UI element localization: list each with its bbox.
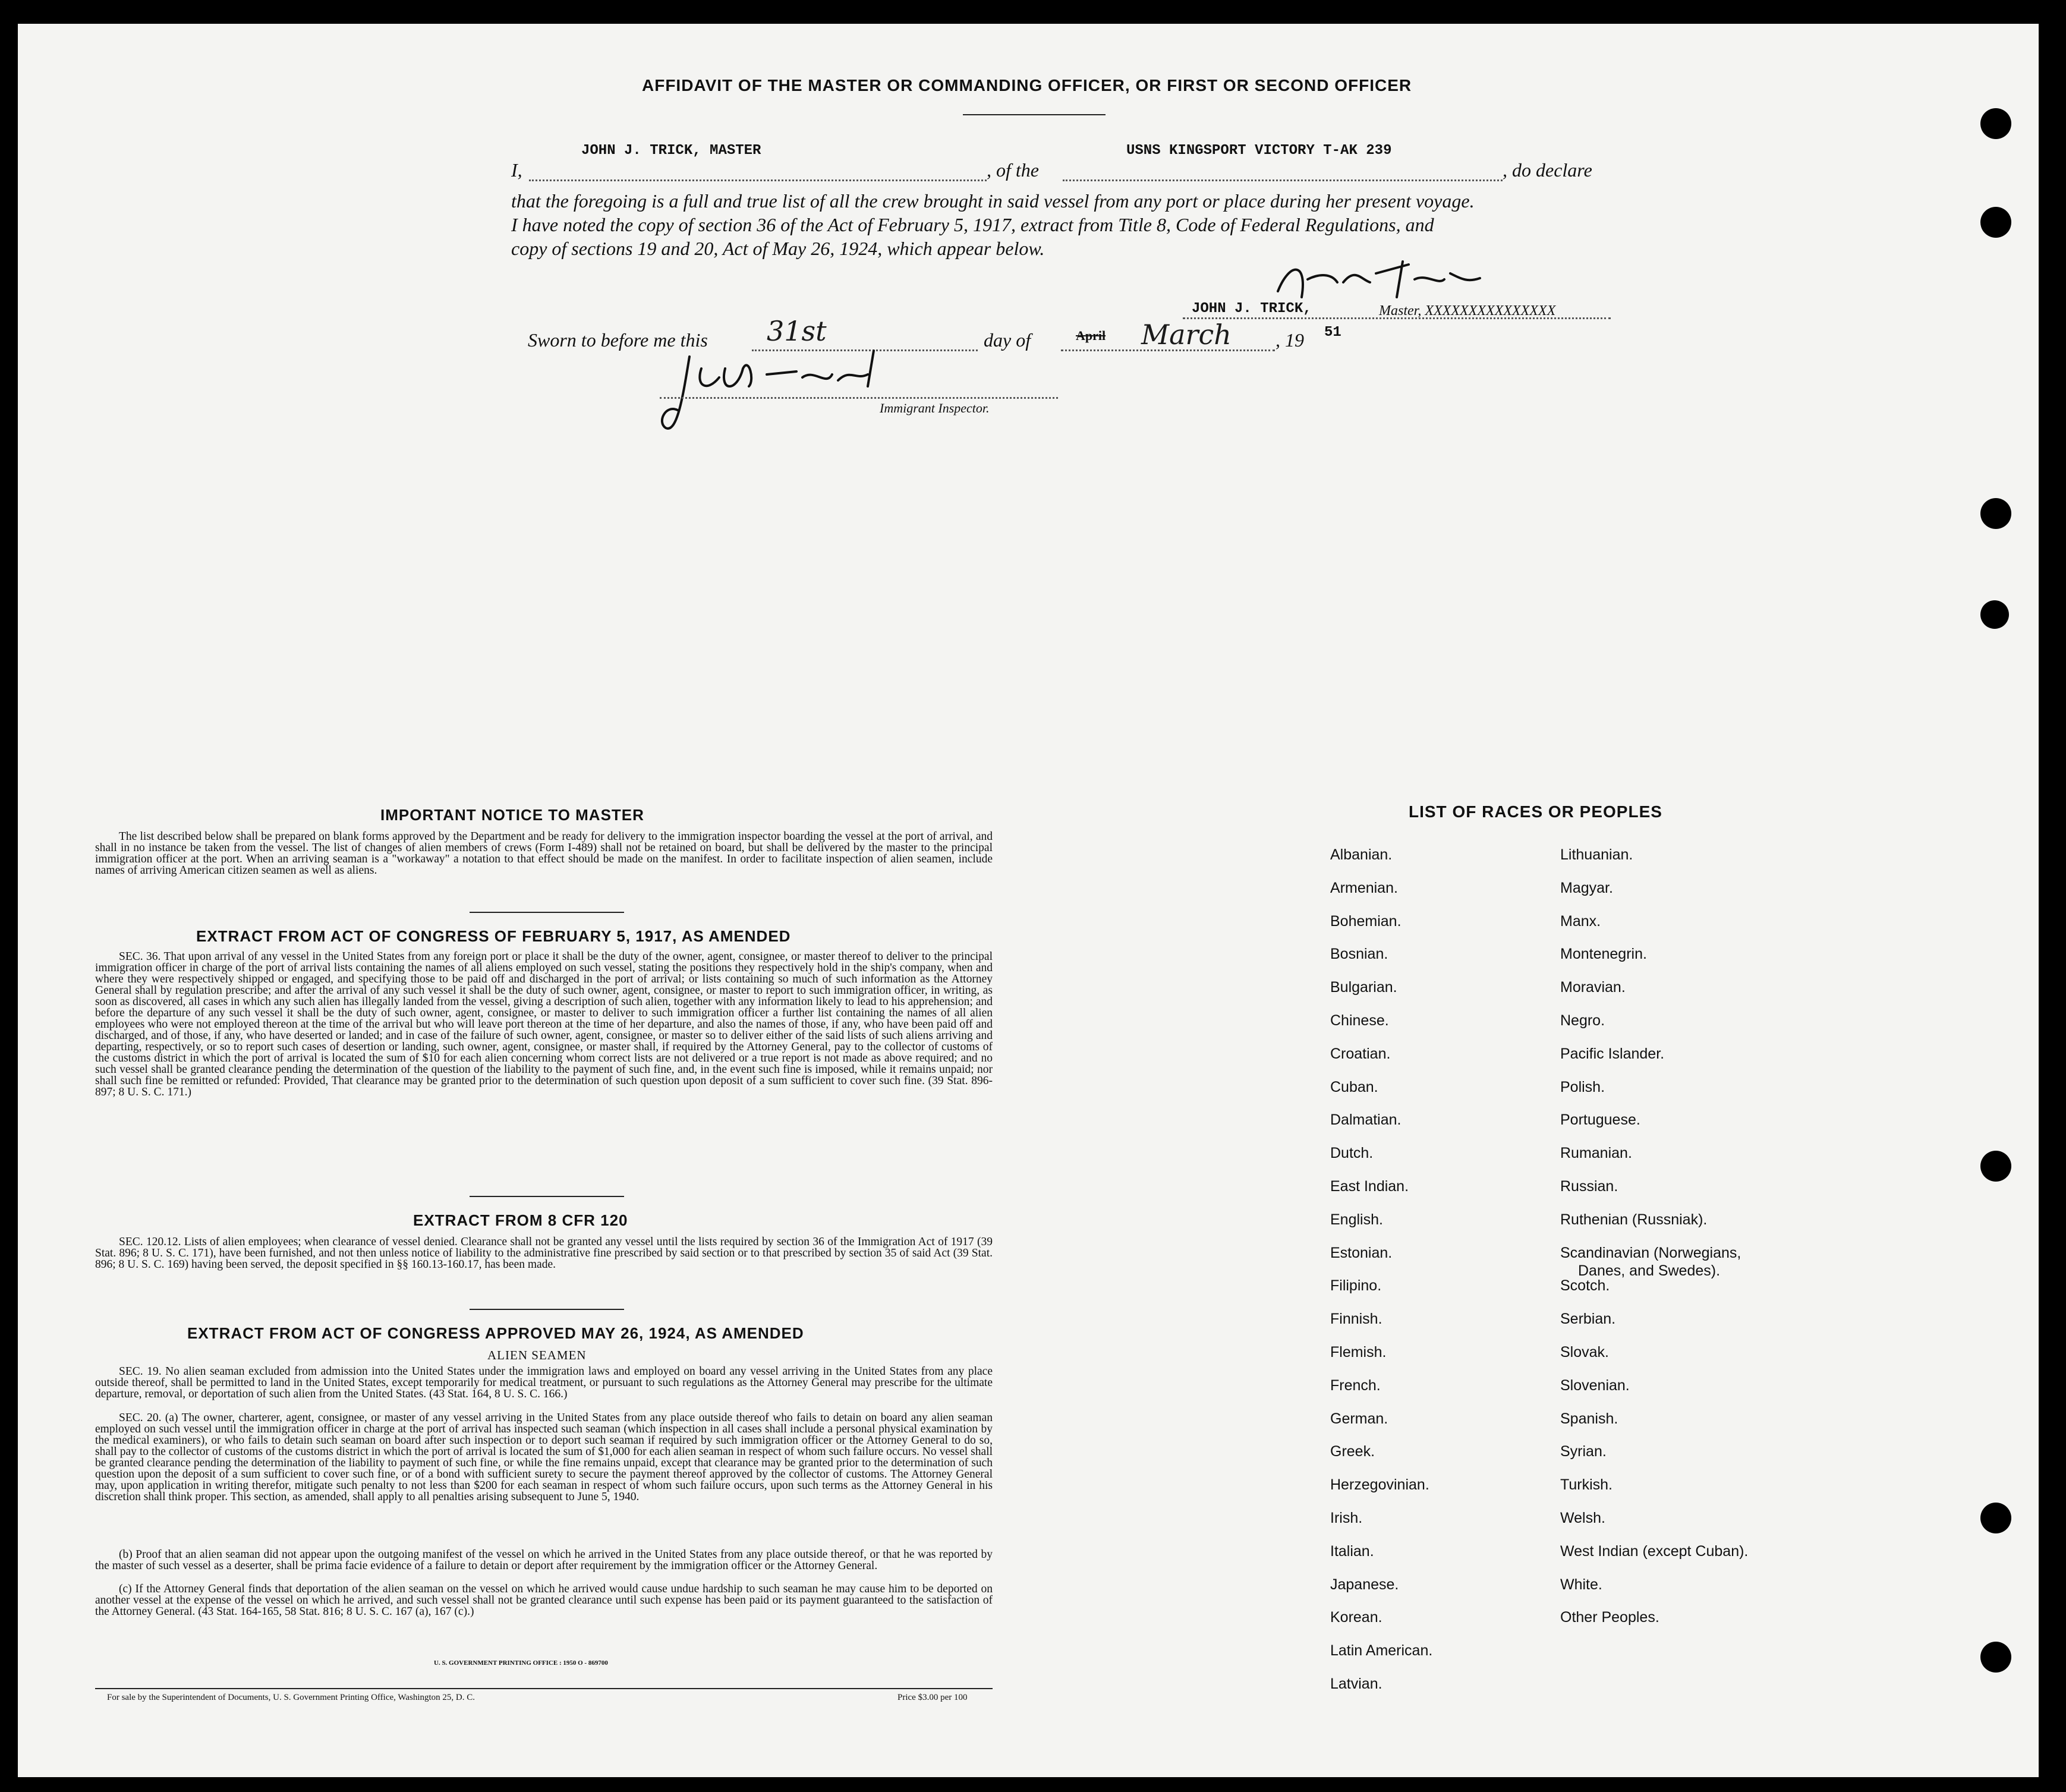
race-item: Negro. <box>1560 1012 1605 1029</box>
declaration-line-3: I have noted the copy of section 36 of the Act of February 5, 1917, extract from Title 8, Code of Federal Regulations, and <box>511 214 1434 235</box>
race-item: Chinese. <box>1330 1012 1389 1029</box>
title-divider <box>963 114 1106 115</box>
binder-hole <box>1980 600 2009 629</box>
extract-1917-divider <box>470 1196 624 1197</box>
month-line <box>1061 349 1275 351</box>
signer-role: Master, XXXXXXXXXXXXXXX <box>1379 303 1556 319</box>
race-item: Finnish. <box>1330 1311 1382 1328</box>
binder-hole <box>1980 1503 2011 1533</box>
signer-name-typed: JOHN J. TRICK, <box>1192 301 1312 317</box>
sec-20a-body: SEC. 20. (a) The owner, charterer, agent, consignee, or master of any vessel arriving in the United States from any place outside thereof who fails to detain on board any alien seaman employed on such vessel until the immigration officer in charge at the port of arrival has inspected such seaman (which inspection in all cases shall include a personal physical examination by the medical examiners), or who fails to detain such seaman on board after such inspection or to deport such seaman if required by such immigration officer or the Attorney General to do so, shall pay to the collector of customs of the customs district in which the port of arrival is located the sum of $1,000 for each alien seaman in respect of whom such failure occurs. No vessel shall be granted clearance pending the determination of the liability to payment of such fine, or while the fine remains unpaid, except that clearance may be granted prior to the determination of such question upon the deposit of a sum sufficient to cover such fine, or of a bond with sufficient surety to secure the payment thereof approved by the collector of customs. The Attorney General may, upon application in writing therefor, mitigate such penalty to not less than $200 for each seaman in respect of whom such failure occurs, upon such terms as the Attorney General in his discretion shall think proper. This section, as amended, shall apply to all penalties arising subsequent to June 5, 1940. <box>95 1412 993 1503</box>
sec-20b-body: (b) Proof that an alien seaman did not appear upon the outgoing manifest of the vessel on which he arrived in the United States from any place outside thereof, or that he was reported by the master of such vessel as a deserter, shall be prima facie evidence of a failure to detain or deport after requirement by the immigration officer or the Attorney General. <box>95 1548 993 1572</box>
binder-hole <box>1980 207 2011 238</box>
race-item: East Indian. <box>1330 1178 1409 1195</box>
vessel-line <box>1063 179 1503 181</box>
race-item: Latvian. <box>1330 1676 1382 1692</box>
race-item: Dutch. <box>1330 1145 1374 1162</box>
race-item: Scotch. <box>1560 1277 1610 1295</box>
race-item: Russian. <box>1560 1178 1618 1195</box>
extract-1924-subtitle: ALIEN SEAMEN <box>487 1348 587 1362</box>
race-item: Pacific Islander. <box>1560 1045 1665 1062</box>
race-item: Greek. <box>1330 1443 1375 1460</box>
binder-hole <box>1980 498 2011 529</box>
race-item: Spanish. <box>1560 1410 1618 1427</box>
name-line <box>529 179 987 181</box>
cfr-divider <box>470 1309 624 1310</box>
race-item: Italian. <box>1330 1542 1374 1560</box>
race-item: Croatian. <box>1330 1045 1391 1062</box>
race-item: Estonian. <box>1330 1244 1393 1261</box>
race-item: Dalmatian. <box>1330 1111 1402 1129</box>
race-item: French. <box>1330 1377 1381 1394</box>
footer-price: Price $3.00 per 100 <box>897 1693 968 1702</box>
sec-20c-body: (c) If the Attorney General finds that deportation of the alien seaman on the vessel on which he arrived would cause undue hardship to such seaman he may cause him to be deported on another vessel at the expense of the vessel on which he arrived, and such vessel shall not be granted clearance until such expense has been paid or its payment guaranteed to the satisfaction of the Attorney General. (43 Stat. 164-165, 58 Stat. 816; 8 U. S. C. 167 (a), 167 (c).) <box>95 1583 993 1618</box>
race-item: Slovak. <box>1560 1344 1609 1360</box>
document-page <box>18 24 2039 1777</box>
race-item: Latin American. <box>1330 1642 1433 1659</box>
race-item: Armenian. <box>1330 879 1398 896</box>
footer-rule <box>95 1688 993 1689</box>
inspector-signature <box>654 345 909 446</box>
race-item: Serbian. <box>1560 1311 1616 1328</box>
sworn-month: March <box>1141 319 1232 351</box>
race-item: Korean. <box>1330 1609 1382 1626</box>
binder-hole <box>1980 108 2011 139</box>
cfr-title: EXTRACT FROM 8 CFR 120 <box>413 1211 628 1229</box>
race-item: Moravian. <box>1560 979 1626 996</box>
extract-1917-body: SEC. 36. That upon arrival of any vessel in the United States from any foreign port or place it shall be the duty of the owner, agent, consignee, or master thereof to deliver to the principal immigration officer in charge of the port of arrival lists containing the names of all aliens employed on such vessel, stating the positions they respectively hold in the ship's company, when and where they were respectively shipped or engaged, and specifying those to be paid off and discharged in the port of arrival; or lists containing so much of such information as the Attorney General shall by regulation prescribe; and after the arrival of any such vessel it shall be the duty of such owner, agent, consignee, or master to report to such immigration officer, in writing, as soon as discovered, all cases in which any such alien has illegally landed from the vessel, giving a description of such alien, together with any information likely to lead to his apprehension; and before the departure of any such vessel it shall be the duty of such owner, agent, consignee, or master to deliver to such immigration officer a further list containing the names of all alien employees who were not employed thereon at the time of the arrival but who will leave port thereon at the time of her departure, and also the names of those, if any, who have been paid off and discharged, and of those, if any, who have deserted or landed; and in case of the failure of such owner, agent, consignee, or master so to deliver either of the said lists of such aliens arriving and departing, respectively, or so to report such cases of desertion or landing, such owner, agent, consignee, or master shall, if required by the Attorney General, pay to the collector of customs of the customs district in which the port of arrival is located the sum of $10 for each alien concerning whom correct lists are not delivered or a true report is not made as above required; and no such vessel shall be granted clearance pending the determination of the question of the liability to the payment of such fine, and, in the event such fine is imposed, while it remains unpaid; nor shall such fine be remitted or refunded: Provided, That clearance may be granted prior to the determination of such question upon deposit of a sum sufficient to cover such fine. (39 Stat. 896-897; 8 U. S. C. 171.) <box>95 950 993 1098</box>
race-item: West Indian (except Cuban). <box>1560 1542 1749 1560</box>
race-item: White. <box>1560 1576 1602 1593</box>
race-item: Polish. <box>1560 1078 1605 1095</box>
race-item: Manx. <box>1560 912 1601 930</box>
year-prefix: , 19 <box>1275 329 1304 351</box>
cfr-body: SEC. 120.12. Lists of alien employees; when clearance of vessel denied. Clearance shall not be granted any vessel until the lists required by section 36 of the Immigration Act of 1917 (39 Stat. 896; 8 U. S. C. 171), have been furnished, and not then unless notice of liability to the administrative fine prescribed by said section or to that prescribed by section 35 of said Act (39 Stat. 896; 8 U. S. C. 169) having been served, the deposit specified in §§ 160.13-160.17, has been made. <box>95 1236 993 1271</box>
race-item: Ruthenian (Russniak). <box>1560 1211 1708 1228</box>
race-item: Bohemian. <box>1330 912 1402 930</box>
notice-body: The list described below shall be prepared on blank forms approved by the Department and be ready for delivery to the immigration inspector boarding the vessel at the port of arrival, and shall in no instance be taken from the vessel. The list of changes of alien members of crews (Form I-489) shall not be retained on board, but shall be delivered by the master to the principal immigration officer at the port. When an arriving seaman is a "workaway" a notation to that effect should be made on the manifest. In order to facilitate inspection of alien seamen, include names of arriving American citizen seamen as well as aliens. <box>95 830 993 877</box>
race-item: Scandinavian (Norwegians, <box>1560 1244 1741 1261</box>
race-item: German. <box>1330 1410 1388 1427</box>
notice-divider <box>470 912 624 913</box>
declaration-line-4: copy of sections 19 and 20, Act of May 26, 1924, which appear below. <box>511 238 1045 259</box>
race-item: Herzegovinian. <box>1330 1476 1429 1494</box>
inspector-label: Immigrant Inspector. <box>880 401 990 415</box>
race-item: Flemish. <box>1330 1344 1387 1360</box>
sworn-prefix: Sworn to before me this <box>528 329 708 351</box>
affidavit-title: AFFIDAVIT OF THE MASTER OR COMMANDING OFFICER, OR FIRST OR SECOND OFFICER <box>642 76 1412 95</box>
race-item: English. <box>1330 1211 1383 1228</box>
races-title: LIST OF RACES OR PEOPLES <box>1409 802 1662 821</box>
i-label: I, <box>511 159 522 181</box>
master-name-typed: JOHN J. TRICK, MASTER <box>581 143 761 159</box>
do-declare-label: , do declare <box>1503 159 1592 181</box>
race-item: Slovenian. <box>1560 1377 1630 1394</box>
binder-hole <box>1980 1642 2011 1673</box>
sec-19-body: SEC. 19. No alien seaman excluded from admission into the United States under the immigration laws and employed on board any vessel arriving in the United States from any place outside thereof, shall be permitted to land in the United States, except temporarily for medical treatment, or pursuant to such regulations as the Attorney General may prescribe for the ultimate departure, removal, or deportation of such alien from the United States. (43 Stat. 164, 8 U. S. C. 166.) <box>95 1365 993 1400</box>
race-item: Montenegrin. <box>1560 946 1647 963</box>
race-item: Other Peoples. <box>1560 1609 1659 1626</box>
day-of-label: day of <box>984 329 1031 351</box>
race-item: Bosnian. <box>1330 946 1388 963</box>
vessel-name-typed: USNS KINGSPORT VICTORY T-AK 239 <box>1126 143 1392 159</box>
race-item: Turkish. <box>1560 1476 1613 1494</box>
race-item: Irish. <box>1330 1510 1363 1526</box>
race-item: Danes, and Swedes). <box>1578 1262 1721 1279</box>
of-the-label: , of the <box>987 159 1039 181</box>
printing-office: U. S. GOVERNMENT PRINTING OFFICE : 1950 O - 869700 <box>434 1659 608 1667</box>
race-item: Portuguese. <box>1560 1111 1640 1129</box>
race-item: Syrian. <box>1560 1443 1607 1460</box>
race-item: Japanese. <box>1330 1576 1399 1593</box>
race-item: Welsh. <box>1560 1510 1605 1526</box>
struck-month: April <box>1076 328 1106 343</box>
declaration-line-2: that the foregoing is a full and true list of all the crew brought in said vessel from any port or place during her present voyage. <box>511 190 1475 212</box>
binder-hole <box>1980 1151 2011 1182</box>
year-suffix: 51 <box>1324 325 1341 341</box>
inspector-line <box>660 397 1058 399</box>
race-item: Filipino. <box>1330 1277 1382 1295</box>
footer-sale: For sale by the Superintendent of Documents, U. S. Government Printing Office, Washington 25, D. C. <box>107 1693 475 1702</box>
race-item: Lithuanian. <box>1560 846 1633 863</box>
race-item: Magyar. <box>1560 879 1613 896</box>
notice-title: IMPORTANT NOTICE TO MASTER <box>380 806 644 824</box>
race-item: Albanian. <box>1330 846 1393 863</box>
race-item: Rumanian. <box>1560 1145 1632 1162</box>
extract-1924-title: EXTRACT FROM ACT OF CONGRESS APPROVED MAY 26, 1924, AS AMENDED <box>187 1324 804 1342</box>
race-item: Cuban. <box>1330 1078 1378 1095</box>
race-item: Bulgarian. <box>1330 979 1397 996</box>
sworn-day: 31st <box>767 315 827 347</box>
extract-1917-title: EXTRACT FROM ACT OF CONGRESS OF FEBRUARY 5, 1917, AS AMENDED <box>196 927 791 945</box>
